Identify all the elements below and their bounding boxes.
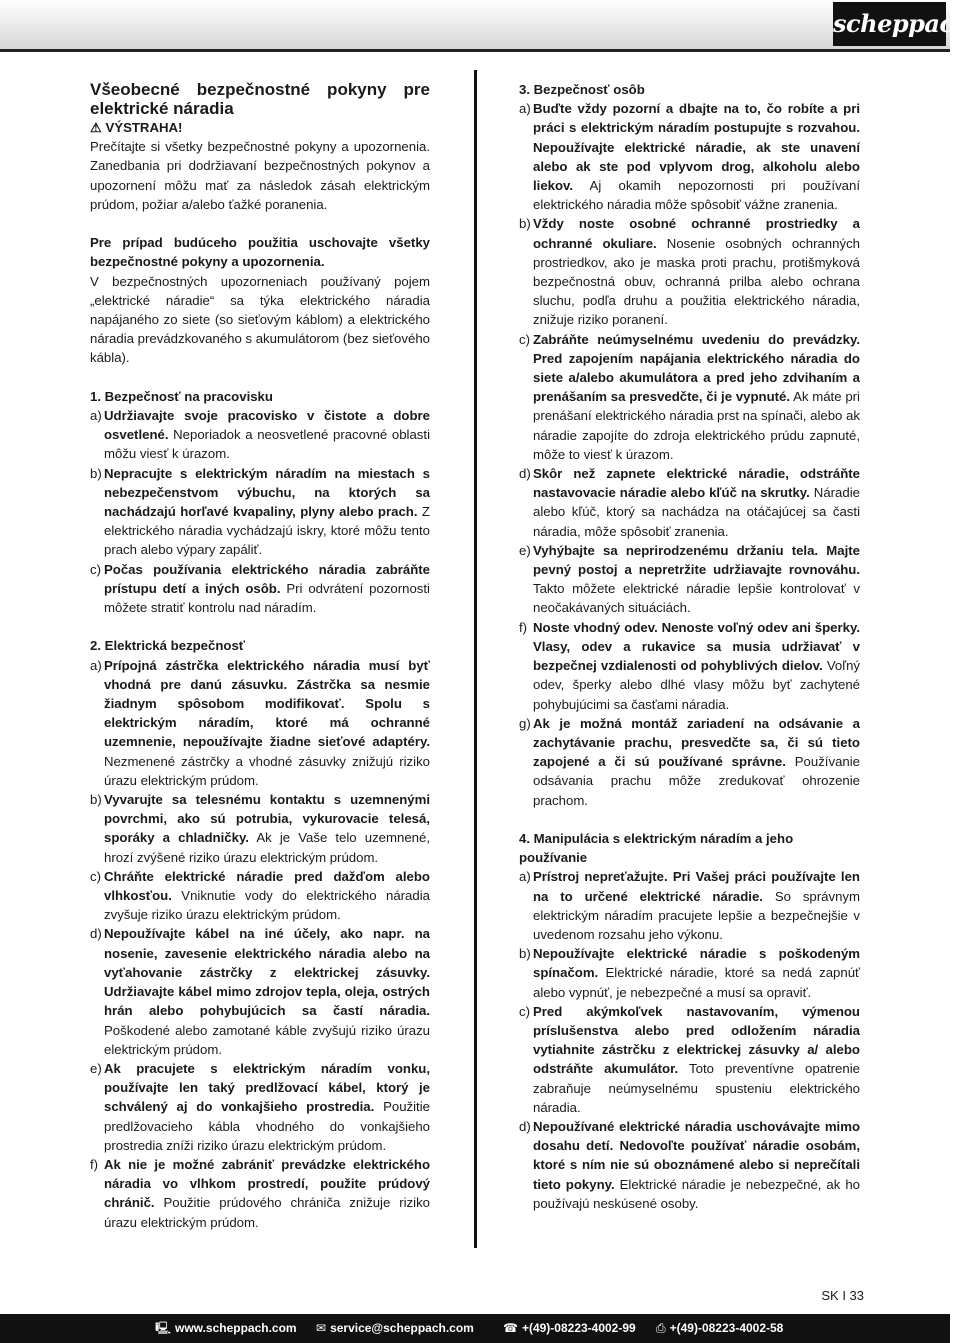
item-text: Toto preventívne opatrenie zabraňuje neúmyselnému spusteniu elektrického náradia. [533, 1061, 860, 1115]
item-bold-text: Prístroj nepreťažujte. Pri Vašej práci používajte len na to určené elektrické náradie. [533, 869, 860, 904]
footer-bar [0, 1314, 950, 1343]
section-4-list [519, 867, 860, 1213]
item-bold-text: Skôr než zapnete elektrické náradie, odstráňte nastavovacie náradie alebo kľúč na skrutky. [533, 466, 860, 501]
item-bold-text: Ak nie je možné zabrániť prevádzke elektrického náradia vo vlhkom prostredí, použite prúdový chránič. [104, 1156, 430, 1211]
item-marker: b) [90, 792, 102, 808]
item-text: So správnym elektrickým náradím pracujete lepšie a bezpečnejšie v uvedenom rozsahu jeho výkonu. [533, 888, 861, 942]
item-bold-text: Vždy noste osobné ochranné prostriedky a ochranné okuliare. [533, 216, 860, 251]
item-text: Pri odvrátení pozornosti môžete stratiť kontrolu nad náradím. [104, 580, 430, 616]
item-marker: d) [90, 926, 102, 942]
item-bold-text: Nepoužívajte kábel na iné účely, ako napr. na nosenie, zavesenie elektrického náradia alebo na vyťahovanie zástrčky z elektrickej zásuvky. Udržiavajte kábel mimo zdrojov tepla, oleja, ostrých hrán alebo pohybujúcich sa častí náradia. [104, 926, 430, 1019]
list-item [90, 406, 430, 464]
item-marker: d) [519, 1118, 531, 1134]
footer-fax: +(49)-08223-4002-58 [669, 1321, 784, 1335]
keep-instructions-text: V bezpečnostných upozorneniach používaný pojem „elektrické náradie“ sa týka elektrického náradia napájaného zo siete (so sieťovým káblom) a elektrického náradia prevádzkovaného s akumulátorom (bez sieťového kábla). [90, 273, 430, 366]
list-item [519, 99, 860, 214]
section-2-title: 2. Elektrická bezpečnosť [90, 638, 246, 654]
item-text: Použitie predlžovacieho kábla vhodného do vonkajšieho prostredia zníži riziko úrazu elektrickým prúdom. [104, 1099, 430, 1153]
list-item [90, 656, 430, 790]
item-text: Vniknutie vody do elektrického náradia zvyšuje riziko úrazu elektrickým prúdom. [104, 888, 430, 923]
item-text: Neporiadok a neosvetlené pracovné oblasti môžu viesť k úrazom. [104, 427, 430, 462]
item-text: Elektrické náradie je nebezpečné, ak ho používajú neskúsené osoby. [533, 1176, 860, 1211]
item-text: Ak máte pri prenášaní elektrického náradia prst na spínači, alebo ak náradie zapojíte do zdroja elektrického prúdu zapnuté, môže to viesť k úrazom. [533, 389, 860, 462]
list-item [519, 867, 860, 944]
item-marker: c) [90, 561, 101, 577]
item-text: Nosenie osobných ochranných prostriedkov, ako je maska proti prachu, protišmyková bezpečnostná obuv, ochranná prilba alebo ochrana sluchu, podľa druhu a použitia elektrického náradia, znižuje riziko poranení. [533, 235, 860, 328]
item-marker: a) [519, 869, 531, 885]
item-text: Elektrické náradie, ktoré sa nedá zapnúť alebo vypnúť, je nebezpečné a musí sa opraviť. [533, 965, 860, 1000]
item-text: Z elektrického náradia vychádzajú iskry, ktoré môžu tento prach alebo výpary zapáliť. [104, 504, 430, 558]
item-bold-text: Prípojná zástrčka elektrického náradia musí byť vhodná pre danú zásuvku. Zástrčka sa nesmie žiadnym spôsobom modifikovať. Spolu s elektrickým náradím, ktoré má ochranné uzemnenie, nepoužívajte žiadne sieťové adaptéry. [104, 657, 430, 750]
footer-phone: +(49)-08223-4002-99 [521, 1321, 636, 1335]
computer-icon: 🖳 [155, 1321, 172, 1335]
list-item [519, 714, 860, 810]
item-marker: c) [519, 331, 530, 347]
item-text: Používanie odsávania prachu môže zredukovať ohrozenie prachom. [533, 754, 860, 808]
page-number: SK I 33 [821, 1288, 864, 1303]
list-item [90, 790, 430, 867]
item-marker: d) [519, 466, 531, 482]
section-4-title: 4. Manipulácia s elektrickým náradím a jeho používanie [519, 830, 794, 866]
item-text: Voľný odev, šperky alebo dlhé vlasy môžu byť zachytené pohybujúcimi sa časťami náradia. [533, 658, 860, 712]
item-bold-text: Udržiavajte svoje pracovisko v čistote a dobre osvetlené. [104, 408, 430, 443]
list-item [519, 541, 860, 618]
item-bold-text: Zabráňte neúmyselnému uvedeniu do prevádzky. Pred zapojením napájania elektrického náradia do siete a/alebo akumulátora a pred jeho zdvihaním a prenášaním sa presvedčte, či je vypnuté. [533, 331, 860, 405]
list-item [90, 924, 430, 1058]
list-item [90, 1155, 430, 1232]
column-divider [474, 70, 477, 1248]
item-text: Poškodené alebo zamotané káble zvyšujú riziko úrazu elektrickým prúdom. [104, 1022, 430, 1057]
item-text: Ak je Vaše telo uzemnené, hrozí zvýšené riziko úrazu elektrickým prúdom. [104, 830, 430, 865]
intro-paragraph: Prečítajte si všetky bezpečnostné pokyny a upozornenia. Zanedbania pri dodržiavaní bezpečnostných pokynov a upozornení môžu mať za následok zásah elektrickým prúdom, požiar a/alebo ťažké poranenia. [90, 139, 430, 212]
section-3-list [519, 99, 860, 810]
item-bold-text: Buďte vždy pozorní a dbajte na to, čo robíte a pri práci s elektrickým náradím postupujte s rozvahou. Nepoužívajte elektrické náradie, ak ste unavení alebo ak ste pod vplyvom drog, alkoholu alebo liekov. [533, 101, 860, 194]
section-1-list [90, 406, 430, 617]
item-text: Použitie prúdového chrániča znižuje riziko úrazu elektrickým prúdom. [104, 1195, 430, 1230]
item-marker: f) [90, 1156, 99, 1172]
item-marker: g) [519, 715, 531, 731]
item-text: Nezmenené zástrčky a vhodné zásuvky znižujú riziko úrazu elektrickým prúdom. [104, 753, 430, 788]
mail-icon: ✉ [316, 1321, 327, 1335]
fax-icon: ⎙ [656, 1321, 666, 1335]
item-marker: b) [519, 946, 531, 962]
scheppach-logo: scheppach [833, 2, 946, 46]
item-marker: a) [90, 408, 102, 424]
left-column [90, 80, 430, 1232]
item-marker: c) [90, 868, 101, 884]
item-bold-text: Vyhýbajte sa neprirodzenému držaniu tela. Majte pevný postoj a nepretržite udržiavajte rovnováhu. [533, 542, 860, 578]
footer-website[interactable]: www.scheppach.com [175, 1321, 297, 1335]
section-2-list [90, 656, 430, 1232]
list-item [90, 464, 430, 560]
item-bold-text: Ak pracujete s elektrickým náradím vonku, používajte len taký predlžovací kábel, ktorý je schválený aj do vonkajšieho prostredia. [104, 1060, 430, 1115]
item-marker: e) [90, 1060, 102, 1076]
list-item [90, 560, 430, 618]
item-marker: b) [90, 465, 102, 481]
item-text: Takto môžete elektrické náradie lepšie kontrolovať v neočakávaných situáciách. [533, 581, 860, 616]
header-rule [0, 49, 950, 52]
item-bold-text: Vyvarujte sa telesnému kontaktu s uzemnenými povrchmi, ako sú potrubia, vykurovacie telesá, sporáky a chladničky. [104, 792, 430, 846]
item-marker: e) [519, 542, 531, 558]
item-bold-text: Nepoužívajte elektrické náradie s poškodeným spínačom. [533, 946, 860, 981]
item-text: Náradie alebo kľúč, ktorý sa nachádza na otáčajúcej sa časti náradia, môže spôsobiť zranenia. [533, 485, 860, 539]
item-bold-text: Ak je možná montáž zariadení na odsávanie a zachytávanie prachu, presvedčte sa, či sú tieto zapojené a či sú používané správne. [533, 715, 860, 770]
item-marker: f) [519, 619, 528, 635]
item-bold-text: Nepracujte s elektrickým náradím na miestach s nebezpečenstvom výbuchu, na ktorých sa nachádzajú horľavé kvapaliny, plyny alebo prach. [104, 465, 430, 520]
keep-instructions-bold: Pre prípad budúceho použitia uschovajte všetky bezpečnostné pokyny a upozornenia. [90, 235, 430, 270]
footer-email[interactable]: service@scheppach.com [330, 1321, 474, 1335]
header-band [0, 0, 950, 50]
item-bold-text: Počas používania elektrického náradia zabráňte prístupu detí a iných osôb. [104, 561, 430, 596]
item-bold-text: Pred akýmkoľvek nastavovaním, výmenou príslušenstva alebo pred odložením náradia vytiahnite zástrčku z elektrickej zásuvky a/ alebo odstráňte akumulátor. [533, 1003, 860, 1077]
warning-heading: ⚠ VÝSTRAHA! [90, 120, 183, 135]
item-bold-text: Chráňte elektrické náradie pred dažďom alebo vlhkosťou. [104, 868, 430, 904]
item-marker: b) [519, 216, 531, 232]
list-item [519, 330, 860, 464]
item-marker: c) [519, 1003, 530, 1019]
item-bold-text: Noste vhodný odev. Nenoste voľný odev ani šperky. Vlasy, odev a rukavice sa musia udržiavať v bezpečnej vzdialenosti od pohyblivých dielov. [533, 619, 860, 674]
list-item [519, 944, 860, 1002]
page-title: Všeobecné bezpečnostné pokyny pre elektrické náradia [90, 80, 430, 118]
list-item [90, 867, 430, 925]
item-bold-text: Nepoužívané elektrické náradia uschovávajte mimo dosahu detí. Nedovoľte používať náradie osobám, ktoré s ním nie sú oboznámené alebo si neprečítali tieto pokyny. [533, 1118, 860, 1192]
item-marker: a) [519, 101, 531, 117]
list-item [519, 214, 860, 329]
phone-icon: ☎ [503, 1321, 518, 1335]
list-item [519, 618, 860, 714]
item-marker: a) [90, 657, 102, 673]
list-item [519, 464, 860, 541]
right-column [519, 80, 860, 1213]
list-item [90, 1059, 430, 1155]
section-3-title: 3. Bezpečnosť osôb [519, 82, 645, 97]
list-item [519, 1117, 860, 1213]
list-item [519, 1002, 860, 1117]
item-text: Aj okamih nepozornosti pri používaní elektrického náradia môže spôsobiť vážne zranenia. [533, 178, 860, 213]
section-1-title: 1. Bezpečnosť na pracovisku [90, 388, 273, 404]
